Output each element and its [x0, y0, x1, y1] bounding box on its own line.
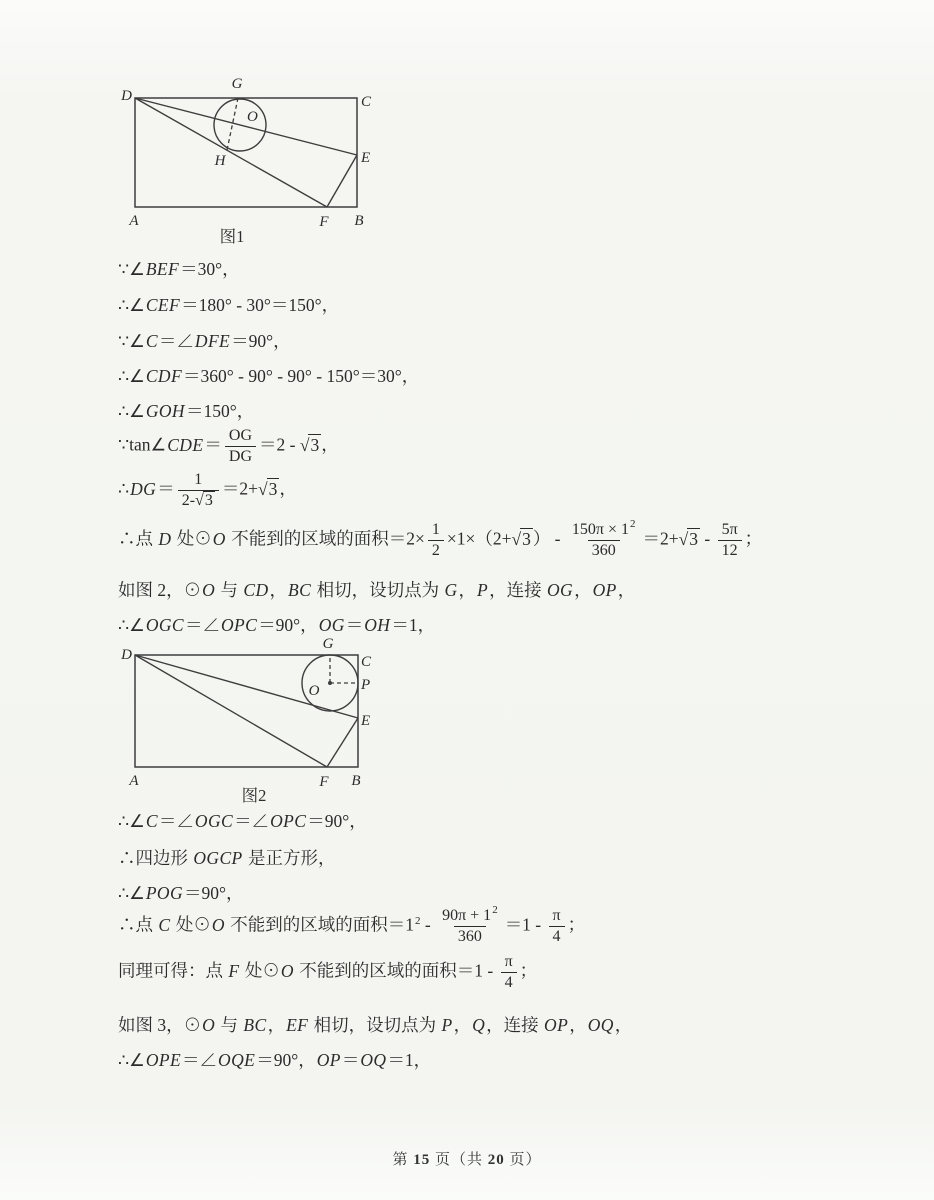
math-variable: D: [158, 528, 172, 549]
math-variable: BEF: [145, 259, 180, 279]
formula-text: 相切，设切点为: [312, 580, 444, 600]
radicand: [520, 528, 533, 549]
fraction-numerator: [718, 520, 742, 540]
formula-text: ＝∠: [158, 331, 194, 351]
solution-line-5: [118, 398, 254, 424]
formula-text: ；: [567, 914, 586, 935]
formula-text: ＝180° - 30°＝150°，: [181, 295, 340, 315]
formula-text: ，: [453, 1015, 472, 1035]
math-variable: OQ: [587, 1015, 614, 1035]
figure1-line-DF: [135, 98, 327, 207]
fraction: [501, 952, 517, 993]
figure2-label-E: E: [361, 713, 371, 729]
figure1-label-F: F: [319, 214, 329, 230]
formula-text: ＝∠: [158, 811, 194, 831]
formula-text: ＝1，: [387, 1050, 432, 1070]
math-variable: CDF: [145, 366, 183, 386]
formula-text: ∴: [118, 478, 130, 499]
solution-line-10: [118, 612, 435, 638]
formula-text: ＝90°，: [307, 811, 367, 831]
math-variable: O: [211, 914, 225, 935]
formula-text: 360: [457, 928, 482, 945]
formula-text: ∴∠: [118, 366, 145, 386]
figure1-label-B: B: [354, 213, 364, 229]
math-variable: EF: [286, 1015, 309, 1035]
formula-text: 4: [504, 974, 513, 991]
figure2-line-FE: [327, 718, 358, 767]
figure2-line-DF: [135, 655, 327, 767]
fraction: [438, 906, 502, 947]
formula-text: 360: [591, 542, 616, 559]
fraction-numerator: [428, 520, 444, 540]
math-variable: DG: [130, 478, 157, 499]
fraction-numerator: [190, 470, 206, 490]
figure2-diagram: [110, 638, 380, 806]
radicand: [308, 434, 321, 455]
fraction: [718, 520, 742, 561]
formula-text: 3: [522, 528, 531, 549]
math-variable: OG: [318, 615, 345, 635]
formula-text: ＝90°，: [256, 1050, 316, 1070]
formula-text: 处⊙: [171, 914, 211, 935]
math-variable: BC: [288, 580, 312, 600]
formula-text: ∵∠: [118, 331, 145, 351]
math-variable: P: [477, 580, 489, 600]
footer-text: 第: [392, 1152, 409, 1168]
formula-text: 12: [721, 542, 738, 559]
figure2-caption: 图2: [241, 786, 267, 805]
footer-text: 页）: [509, 1152, 542, 1168]
solution-line-9: [118, 577, 635, 603]
math-variable: O: [202, 1015, 216, 1035]
solution-line-3: [118, 328, 291, 354]
solution-line-6: [118, 426, 339, 467]
solution-line-2: [118, 292, 339, 318]
figure1-label-C: C: [361, 94, 372, 110]
formula-text: ；: [519, 960, 538, 981]
formula-text: 3: [689, 528, 698, 549]
formula-text: 如图 2，⊙: [118, 580, 202, 600]
math-variable: OGC: [194, 811, 234, 831]
formula-text: DG: [228, 448, 253, 465]
formula-text: 3: [310, 434, 320, 455]
fraction-denominator: [225, 446, 256, 467]
formula-text: -: [699, 528, 715, 549]
formula-text: 90π + 1: [442, 907, 492, 924]
radicand: [267, 478, 280, 499]
formula-text: 是正方形，: [243, 848, 336, 868]
formula-text: 150π × 1: [571, 521, 629, 538]
formula-text: ，: [569, 1015, 587, 1035]
figure2-label-F: F: [319, 774, 329, 790]
solution-line-17: [118, 1047, 431, 1073]
formula-text: 2-: [181, 492, 196, 509]
formula-text: ，: [574, 580, 592, 600]
formula-text: 3: [204, 492, 213, 509]
figure2-label-P: P: [361, 677, 371, 693]
formula-text: ∴∠: [118, 1050, 145, 1070]
footer-text: 页（共: [434, 1152, 483, 1168]
superscript-exponent: 2: [415, 914, 421, 927]
formula-text: ∵∠: [118, 259, 145, 279]
formula-text: ＝: [204, 434, 222, 455]
math-variable: OP: [592, 580, 617, 600]
math-variable: C: [145, 331, 158, 351]
formula-text: ，: [267, 1015, 286, 1035]
figure1-label-D: D: [121, 88, 132, 104]
formula-text: ，: [617, 580, 636, 600]
formula-text: ＝360° - 90° - 90° - 150°＝30°，: [183, 366, 420, 386]
math-variable: OPC: [270, 811, 307, 831]
square-root: [679, 529, 700, 549]
fraction-denominator: [501, 972, 517, 993]
math-variable: CD: [243, 580, 269, 600]
formula-text: 同理可得：点: [118, 960, 228, 981]
figure1-label-A: A: [129, 213, 139, 229]
math-variable: OG: [546, 580, 574, 600]
formula-text: ，: [458, 580, 477, 600]
formula-text: ＝2+: [221, 478, 258, 499]
math-variable: CDE: [167, 434, 204, 455]
formula-text: -: [420, 914, 436, 935]
math-variable: Q: [472, 1015, 486, 1035]
formula-text: ∴∠: [118, 883, 145, 903]
formula-text: 3: [268, 478, 278, 499]
formula-text: ，连接: [486, 1015, 544, 1035]
radical-sign-icon: √: [257, 478, 268, 499]
figure1-label-O: O: [247, 109, 258, 125]
fraction-numerator: [568, 520, 640, 540]
figure2-label-C: C: [361, 654, 372, 670]
math-variable: OQE: [218, 1050, 256, 1070]
figure2-label-B: B: [351, 773, 361, 789]
figure1-label-H: H: [214, 153, 226, 169]
math-variable: OPE: [145, 1050, 182, 1070]
figure1-line-FE: [327, 155, 357, 207]
formula-text: 5π: [721, 521, 738, 538]
figure2-label-D: D: [121, 647, 132, 663]
math-variable: OP: [544, 1015, 569, 1035]
formula-text: ＝∠: [182, 1050, 218, 1070]
figure1-line-DE: [135, 98, 357, 155]
formula-text: ∴∠: [118, 811, 145, 831]
fraction-numerator: [225, 426, 256, 446]
fraction: [568, 520, 640, 561]
solution-line-15: [118, 952, 537, 993]
figure2-label-A: A: [129, 773, 139, 789]
solution-line-1: [118, 256, 240, 282]
figure1-diagram: [110, 75, 380, 247]
fraction-denominator: [549, 926, 565, 947]
page-footer: [0, 1148, 934, 1169]
solution-line-4: [118, 363, 419, 389]
radicand: [203, 491, 215, 509]
solution-line-13: [118, 880, 244, 906]
math-variable: OP: [316, 1050, 341, 1070]
figure1-caption: 图1: [219, 227, 245, 246]
figure2-label-G: G: [322, 638, 334, 652]
formula-text: ＝: [341, 1050, 360, 1070]
formula-text: ，: [279, 478, 297, 499]
figure1-label-G: G: [231, 76, 243, 92]
math-variable: GOH: [145, 401, 185, 421]
formula-text: 与: [216, 1015, 243, 1035]
formula-text: ∴∠: [118, 615, 145, 635]
solution-line-16: [118, 1012, 632, 1038]
square-root: [300, 435, 321, 455]
radical-sign-icon: √: [511, 528, 522, 549]
fraction: [428, 520, 444, 561]
formula-text: π: [504, 953, 513, 970]
formula-text: ∴∠: [118, 295, 145, 315]
formula-text: 处⊙: [172, 528, 212, 549]
math-variable: OQ: [360, 1050, 387, 1070]
fraction: [225, 426, 256, 467]
superscript-exponent: 2: [492, 904, 498, 916]
formula-text: ＝: [345, 615, 364, 635]
footer-total-pages: 20: [487, 1152, 505, 1168]
formula-text: ＝30°，: [180, 259, 240, 279]
formula-text: ） -: [532, 528, 565, 549]
math-variable: F: [228, 960, 240, 981]
fraction-denominator: [428, 540, 444, 561]
fraction-numerator: [549, 906, 565, 926]
figure1-label-E: E: [361, 150, 371, 166]
radical-sign-icon: √: [678, 528, 689, 549]
math-variable: BC: [243, 1015, 267, 1035]
formula-text: ，: [269, 580, 288, 600]
formula-text: 1: [194, 471, 203, 488]
formula-text: ×1×（2+: [446, 528, 512, 549]
formula-text: 与: [216, 580, 243, 600]
math-variable: OGC: [145, 615, 184, 635]
formula-text: ＝∠: [234, 811, 270, 831]
solution-line-8: [118, 520, 762, 561]
solution-line-11: [118, 808, 367, 834]
footer-page-number: 15: [413, 1152, 431, 1168]
figure2-line-DE: [135, 655, 358, 718]
formula-text: ＝90°，: [231, 331, 291, 351]
formula-text: ∴∠: [118, 401, 145, 421]
radicand: [687, 528, 700, 549]
formula-text: ＝90°，: [184, 883, 244, 903]
math-variable: C: [158, 914, 171, 935]
formula-text: 不能到的区域的面积＝2×: [226, 528, 425, 549]
fraction-denominator: [718, 540, 742, 561]
radical-sign-icon: √: [299, 434, 310, 455]
math-variable: CEF: [145, 295, 181, 315]
math-variable: O: [212, 528, 226, 549]
superscript-exponent: 2: [630, 518, 636, 530]
formula-text: ，连接: [489, 580, 546, 600]
math-variable: O: [280, 960, 294, 981]
solution-line-7: [118, 470, 297, 511]
math-variable: G: [444, 580, 458, 600]
formula-text: ＝: [157, 478, 175, 499]
math-variable: OH: [364, 615, 391, 635]
formula-text: π: [552, 907, 561, 924]
math-variable: OPC: [220, 615, 258, 635]
formula-text: 如图 3，⊙: [118, 1015, 202, 1035]
math-variable: DFE: [194, 331, 231, 351]
formula-text: ＝2+: [642, 528, 679, 549]
math-variable: P: [441, 1015, 453, 1035]
formula-text: OG: [228, 427, 253, 444]
solution-line-12: [118, 845, 336, 871]
figure1-rectangle-ABCD: [135, 98, 357, 207]
square-root: [195, 492, 215, 509]
formula-text: ＝90°，: [258, 615, 318, 635]
math-variable: OGCP: [193, 848, 243, 868]
formula-text: ＝∠: [184, 615, 220, 635]
formula-text: ，: [321, 434, 339, 455]
fraction-numerator: [438, 906, 502, 926]
formula-text: 4: [552, 928, 561, 945]
formula-text: 不能到的区域的面积＝1: [225, 914, 414, 935]
formula-text: ＝1，: [391, 615, 436, 635]
radical-sign-icon: √: [195, 492, 204, 509]
formula-text: ∴点: [118, 528, 158, 549]
formula-text: ∴四边形: [118, 848, 193, 868]
square-root: [258, 479, 279, 499]
formula-text: 不能到的区域的面积＝1 -: [294, 960, 498, 981]
solution-line-14: [118, 906, 585, 947]
math-variable: POG: [145, 883, 183, 903]
formula-text: ∴点: [118, 914, 158, 935]
formula-text: ＝150°，: [185, 401, 255, 421]
formula-text: ；: [744, 528, 763, 549]
formula-text: ，: [614, 1015, 633, 1035]
fraction: [549, 906, 565, 947]
formula-text: ＝1 -: [504, 914, 546, 935]
figure2-label-O: O: [308, 683, 320, 699]
math-variable: C: [145, 811, 158, 831]
formula-text: ＝2 -: [259, 434, 300, 455]
fraction-denominator: [178, 490, 219, 511]
formula-text: 1: [431, 521, 440, 538]
fraction: [178, 470, 219, 511]
square-root: [511, 529, 532, 549]
fraction-denominator: [588, 540, 620, 561]
fraction-denominator: [454, 926, 486, 947]
fraction-numerator: [501, 952, 517, 972]
formula-text: 2: [431, 542, 440, 559]
formula-text: ∵tan∠: [118, 434, 167, 455]
formula-text: 相切，设切点为: [309, 1015, 441, 1035]
formula-text: 处⊙: [240, 960, 280, 981]
math-variable: O: [202, 580, 216, 600]
